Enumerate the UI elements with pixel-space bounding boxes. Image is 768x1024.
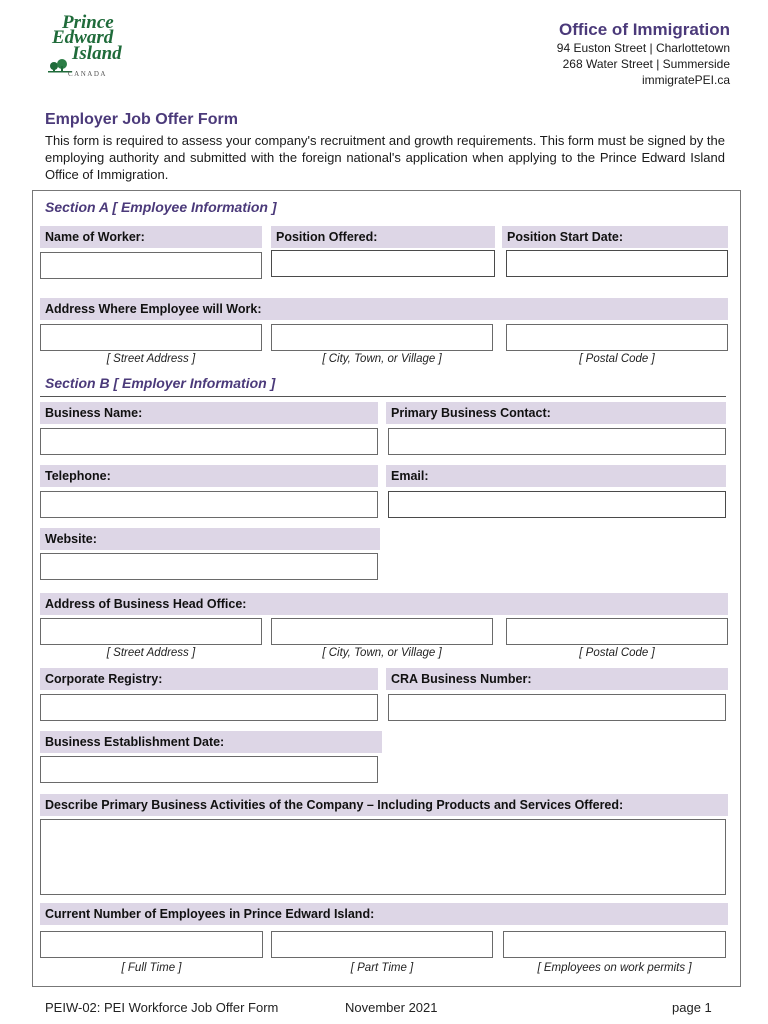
office-title: Office of Immigration (559, 20, 730, 39)
label-cra-number: CRA Business Number: (386, 668, 728, 690)
caption-city: [ City, Town, or Village ] (322, 353, 442, 365)
label-website: Website: (40, 528, 380, 550)
label-corporate-registry: Corporate Registry: (40, 668, 378, 690)
label-name-of-worker: Name of Worker: (40, 226, 262, 248)
work-city-field[interactable] (271, 324, 493, 351)
label-head-office: Address of Business Head Office: (40, 593, 728, 615)
office-website: immigratePEI.ca (641, 73, 730, 87)
head-office-city-field[interactable] (271, 618, 493, 645)
label-position-offered: Position Offered: (271, 226, 495, 248)
office-address-summerside: 268 Water Street | Summerside (562, 57, 730, 71)
work-street-address-field[interactable] (40, 324, 262, 351)
work-permit-employees-field[interactable] (503, 931, 726, 958)
full-time-employees-field[interactable] (40, 931, 263, 958)
logo-text-canada: CANADA (68, 70, 107, 78)
work-postal-code-field[interactable] (506, 324, 728, 351)
website-field[interactable] (40, 553, 378, 580)
logo-text-prince: Prince (62, 12, 114, 33)
caption-head-office-postal: [ Postal Code ] (579, 647, 655, 659)
form-title: Employer Job Offer Form (45, 111, 238, 128)
caption-head-office-street: [ Street Address ] (106, 647, 196, 659)
caption-full-time: [ Full Time ] (121, 962, 182, 974)
logo-text-edward: Edward (52, 27, 114, 48)
label-telephone: Telephone: (40, 465, 378, 487)
label-business-activities: Describe Primary Business Activities of the Company – Including Products and Services Offered: (40, 794, 728, 816)
office-info (557, 20, 730, 88)
head-office-street-field[interactable] (40, 618, 262, 645)
caption-postal-code: [ Postal Code ] (579, 353, 655, 365)
office-address-charlottetown: 94 Euston Street | Charlottetown (556, 41, 730, 55)
label-business-name: Business Name: (40, 402, 378, 424)
part-time-employees-field[interactable] (271, 931, 493, 958)
label-email: Email: (386, 465, 726, 487)
caption-work-permits: [ Employees on work permits ] (537, 962, 692, 974)
section-b-title: Section B [ Employer Information ] (45, 375, 276, 391)
telephone-field[interactable] (40, 491, 378, 518)
cra-number-field[interactable] (388, 694, 726, 721)
footer-form-code: PEIW-02: PEI Workforce Job Offer Form (45, 1000, 279, 1015)
business-name-field[interactable] (40, 428, 378, 455)
head-office-postal-field[interactable] (506, 618, 728, 645)
establishment-date-field[interactable] (40, 756, 378, 783)
caption-street-address: [ Street Address ] (106, 353, 196, 365)
logo-text-island: Island (72, 43, 122, 64)
label-work-address: Address Where Employee will Work: (40, 298, 728, 320)
corporate-registry-field[interactable] (40, 694, 378, 721)
form-intro: This form is required to assess your company's recruitment and growth requirements. This form must be signed by the employing authority and submitted with the foreign national's application when applying to the Prince Edward Island Office of Immigration. (45, 133, 725, 182)
label-employees-count: Current Number of Employees in Prince Edward Island: (40, 903, 728, 925)
caption-part-time: [ Part Time ] (350, 962, 414, 974)
section-a-title: Section A [ Employee Information ] (45, 199, 277, 215)
footer-page-number: page 1 (672, 1000, 712, 1015)
footer-date: November 2021 (345, 1000, 438, 1015)
label-establishment-date: Business Establishment Date: (40, 731, 382, 753)
section-b-divider (40, 396, 726, 397)
position-offered-field[interactable] (271, 250, 495, 277)
label-position-start-date: Position Start Date: (502, 226, 728, 248)
caption-head-office-city: [ City, Town, or Village ] (322, 647, 442, 659)
primary-contact-field[interactable] (388, 428, 726, 455)
name-of-worker-field[interactable] (40, 252, 262, 279)
email-field[interactable] (388, 491, 726, 518)
position-start-date-field[interactable] (506, 250, 728, 277)
business-activities-field[interactable] (40, 819, 726, 895)
label-primary-contact: Primary Business Contact: (386, 402, 726, 424)
pei-logo (44, 12, 136, 82)
